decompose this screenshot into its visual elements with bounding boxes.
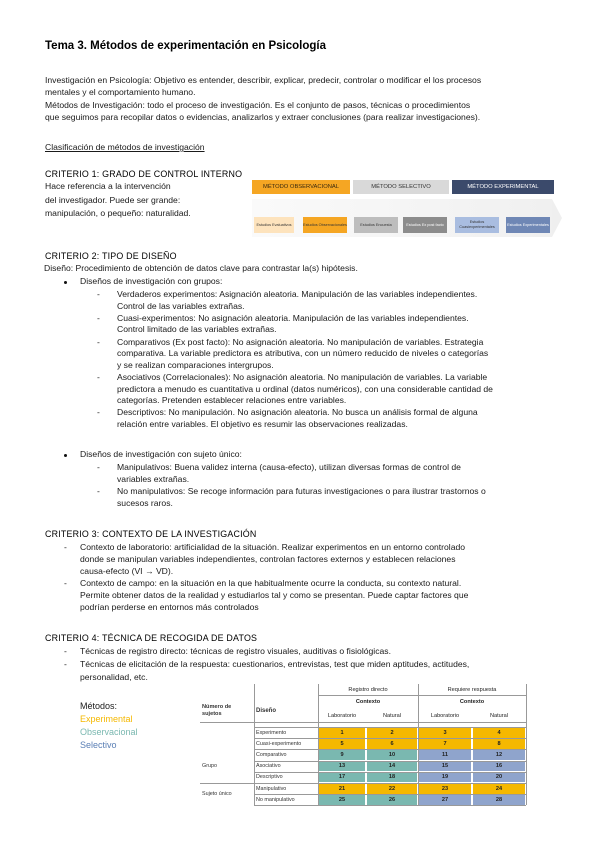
row-sujeto-label: Sujeto único <box>202 791 232 798</box>
list-item-line: relación entre variables. El objetivo es resumir las observaciones realizadas. <box>117 419 408 429</box>
list-dash: - <box>64 542 67 552</box>
list-dash: - <box>64 646 67 656</box>
table-cell-value: 6 <box>367 739 417 749</box>
diagram-box-cuasiexperimentales: Estudios Cuasiexperimentales <box>455 217 499 233</box>
list-dash: - <box>97 289 100 299</box>
legend-title: Métodos: <box>80 701 118 711</box>
sujeto-bullet: Diseños de investigación con sujeto único: <box>80 449 242 459</box>
table-line <box>254 684 255 805</box>
table-line <box>318 695 526 696</box>
list-item-line: sucesos raros. <box>117 498 173 508</box>
header-requiere-respuesta: Requiere respuesta <box>447 686 497 693</box>
criterio-1-text: manipulación, o pequeño: naturalidad. <box>45 208 191 218</box>
table-cell-value: 13 <box>319 761 365 771</box>
table-line <box>254 794 526 795</box>
intro-line: que seguimos para recopilar datos o evidencias, analizarlos y extraer conclusiones (para realizar investigaciones). <box>45 111 481 122</box>
table-line <box>254 761 526 762</box>
header-context-cell: Natural <box>382 712 402 719</box>
list-dash: - <box>97 312 100 323</box>
list-dash: - <box>97 336 100 347</box>
list-dash: - <box>97 462 100 472</box>
table-line <box>254 772 526 773</box>
list-item-line: categorías. Pretenden establecer relaciones entre variables. <box>117 395 347 406</box>
row-group-label: Grupo <box>202 763 217 770</box>
legend-selectivo: Selectivo <box>80 740 117 750</box>
list-item-line: No manipulativos: Se recoge información para futuras investigaciones o para ilustrar trastornos o <box>117 486 486 497</box>
diagram-bar-selectivo: MÉTODO SELECTIVO <box>353 180 449 194</box>
intro-line: Métodos de Investigación: todo el proceso de investigación. Es el conjunto de pasos, técnicas o procedimientos <box>45 100 471 110</box>
table-row-design: Asociativo <box>256 763 281 770</box>
table-row-design: Experimento <box>256 729 287 736</box>
table-line <box>254 805 526 806</box>
diagram-arrow-head <box>552 199 562 237</box>
table-cell-value: 8 <box>473 739 525 749</box>
table-cell-value: 3 <box>419 728 471 738</box>
table-line <box>254 783 526 784</box>
table-line <box>200 722 526 723</box>
header-contexto: Contexto <box>459 698 485 705</box>
table-cell-value: 23 <box>419 784 471 794</box>
diagram-box-evaluativos: Estudios Evaluativos <box>254 217 294 233</box>
intro-line: mentales y el comportamiento humano. <box>45 86 196 97</box>
table-cell-value: 16 <box>473 761 525 771</box>
criterio-1-text: del investigador. Puede ser grande: <box>45 195 181 205</box>
diagram-box-observacionales: Estudios Observacionales <box>303 217 347 233</box>
criterio-2-heading: CRITERIO 2: TIPO DE DISEÑO <box>45 251 177 261</box>
table-line <box>254 738 526 739</box>
intro-line: Investigación en Psicología: Objetivo es entender, describir, explicar, predecir, controlar o modificar el los procesos <box>45 75 482 85</box>
table-cell-value: 24 <box>473 784 525 794</box>
legend-experimental: Experimental <box>80 714 133 724</box>
table-cell-value: 12 <box>473 750 525 760</box>
table-cell-value: 20 <box>473 772 525 782</box>
table-row-design: Cuasi-experimento <box>256 740 302 747</box>
list-item-line: Contexto de campo: en la situación en la que habitualmente ocurre la conducta, su contexto natural. <box>80 578 462 588</box>
list-item-line: Asociativos (Correlacionales): No asignación aleatoria. No manipulación de variables. La variable <box>117 372 488 382</box>
table-cell-value: 21 <box>319 784 365 794</box>
table-cell-value: 15 <box>419 761 471 771</box>
table-line <box>526 684 527 805</box>
list-item-line: comparativa. La variable predictora es atributiva, con un número reducido de niveles o categorías <box>117 348 489 359</box>
table-cell-value: 26 <box>367 795 417 805</box>
list-item-line: Manipulativos: Buena validez interna (causa-efecto), utilizan diversas formas de control de <box>117 462 461 472</box>
diagram-bar-observacional: MÉTODO OBSERVACIONAL <box>252 180 350 194</box>
grupos-bullet: Diseños de investigación con grupos: <box>80 276 223 286</box>
list-dash: - <box>97 407 100 418</box>
table-row-design: Comparativo <box>256 751 287 758</box>
list-item-line: Descriptivos: No manipulación. No asignación aleatoria. No busca un análisis formal de alguna <box>117 407 478 418</box>
list-dash: - <box>64 659 67 670</box>
table-line <box>254 749 526 750</box>
list-item-line: Técnicas de registro directo: técnicas de registro visuales, auditivas o fisiológicas. <box>80 646 391 656</box>
list-item-line: Comparativos (Ex post facto): No asignación aleatoria. No manipulación de variables. Estrategia <box>117 336 484 347</box>
diagram-bar-experimental: MÉTODO EXPERIMENTAL <box>452 180 554 194</box>
classification-heading: Clasificación de métodos de investigación <box>45 142 205 152</box>
table-cell-value: 7 <box>419 739 471 749</box>
header-context-cell: Laboratorio <box>327 712 357 719</box>
table-cell-value: 2 <box>367 728 417 738</box>
table-cell-value: 5 <box>319 739 365 749</box>
header-context-cell: Laboratorio <box>430 712 460 719</box>
table-cell-value: 28 <box>473 795 525 805</box>
list-item-line: Contexto de laboratorio: artificialidad de la situación. Realizar experimentos en un entorno controlado <box>80 542 466 552</box>
list-item-line: Técnicas de elicitación de la respuesta: cuestionarios, entrevistas, test que miden aptitudes, actitudes, <box>80 659 470 670</box>
table-cell-value: 10 <box>367 750 417 760</box>
table-row-design: No manipulativo <box>256 796 295 803</box>
list-item-line: Control limitado de las variables extrañas. <box>117 324 277 335</box>
table-cell-value: 25 <box>319 795 365 805</box>
bullet-dot <box>64 454 67 457</box>
header-registro-directo: Registro directo <box>348 686 388 693</box>
table-line <box>200 783 254 784</box>
header-contexto: Contexto <box>355 698 381 705</box>
diagram-box-encuesta: Estudios Encuesta <box>354 217 398 233</box>
table-line <box>418 684 419 805</box>
list-item-line: Control de las variables extrañas. <box>117 300 245 311</box>
list-item-line: Cuasi-experimentos: No asignación aleatoria. Manipulación de las variables independientes. <box>117 312 469 323</box>
criterio-2-definition: Diseño: Procedimiento de obtención de datos clave para contrastar la(s) hipótesis. <box>44 263 358 273</box>
list-item-line: y se realizan comparaciones intergrupos. <box>117 359 274 370</box>
list-item-line: podrían perderse en entornos más controlados <box>80 601 259 612</box>
table-cell-value: 17 <box>319 772 365 782</box>
criterio-1-heading: CRITERIO 1: GRADO DE CONTROL INTERNO <box>45 169 243 179</box>
criterio-3-heading: CRITERIO 3: CONTEXTO DE LA INVESTIGACIÓN <box>45 529 257 539</box>
criterio-1-text: Hace referencia a la intervención <box>45 181 171 191</box>
table-cell-value: 4 <box>473 728 525 738</box>
table-line <box>318 684 319 805</box>
header-diseno: Diseño <box>256 708 277 714</box>
table-line <box>254 727 526 728</box>
table-cell-value: 9 <box>319 750 365 760</box>
table-cell-value: 19 <box>419 772 471 782</box>
list-item-line: donde se manipulan variables independientes, controlan factores externos y establecen relaciones <box>80 553 456 564</box>
list-item-line: variables extrañas. <box>117 473 190 484</box>
diagram-box-experimentales: Estudios Experimentales <box>506 217 550 233</box>
legend-observacional: Observacional <box>80 727 138 737</box>
list-item-line: Permite obtener datos de la realidad y estudiarlos tal y como se presentan. Puede captar factores que <box>80 589 469 600</box>
page-title: Tema 3. Métodos de experimentación en Psicología <box>45 40 326 52</box>
list-item-line: causa-efecto (VI → VD). <box>80 565 174 576</box>
list-item-line: predictora a menudo es cuantitativa u ordinal (datos numéricos), con una considerable cantidad de <box>117 383 493 394</box>
table-cell-value: 14 <box>367 761 417 771</box>
list-dash: - <box>97 372 100 382</box>
table-row-design: Descriptivo <box>256 774 283 781</box>
header-context-cell: Natural <box>489 712 509 719</box>
list-dash: - <box>64 578 67 588</box>
header-numero-sujetos: Número de sujetos <box>202 704 232 717</box>
diagram-box-expostfacto: Estudios Ex post facto <box>403 217 447 233</box>
table-cell-value: 18 <box>367 772 417 782</box>
table-cell-value: 1 <box>319 728 365 738</box>
table-cell-value: 22 <box>367 784 417 794</box>
table-cell-value: 27 <box>419 795 471 805</box>
list-item-line: Verdaderos experimentos: Asignación aleatoria. Manipulación de las variables independientes. <box>117 289 478 299</box>
table-cell-value: 11 <box>419 750 471 760</box>
criterio-4-heading: CRITERIO 4: TÉCNICA DE RECOGIDA DE DATOS <box>45 633 258 643</box>
bullet-dot <box>64 281 67 284</box>
list-dash: - <box>97 486 100 497</box>
table-row-design: Manipulativo <box>256 785 287 792</box>
list-item-line: personalidad, etc. <box>80 671 148 682</box>
